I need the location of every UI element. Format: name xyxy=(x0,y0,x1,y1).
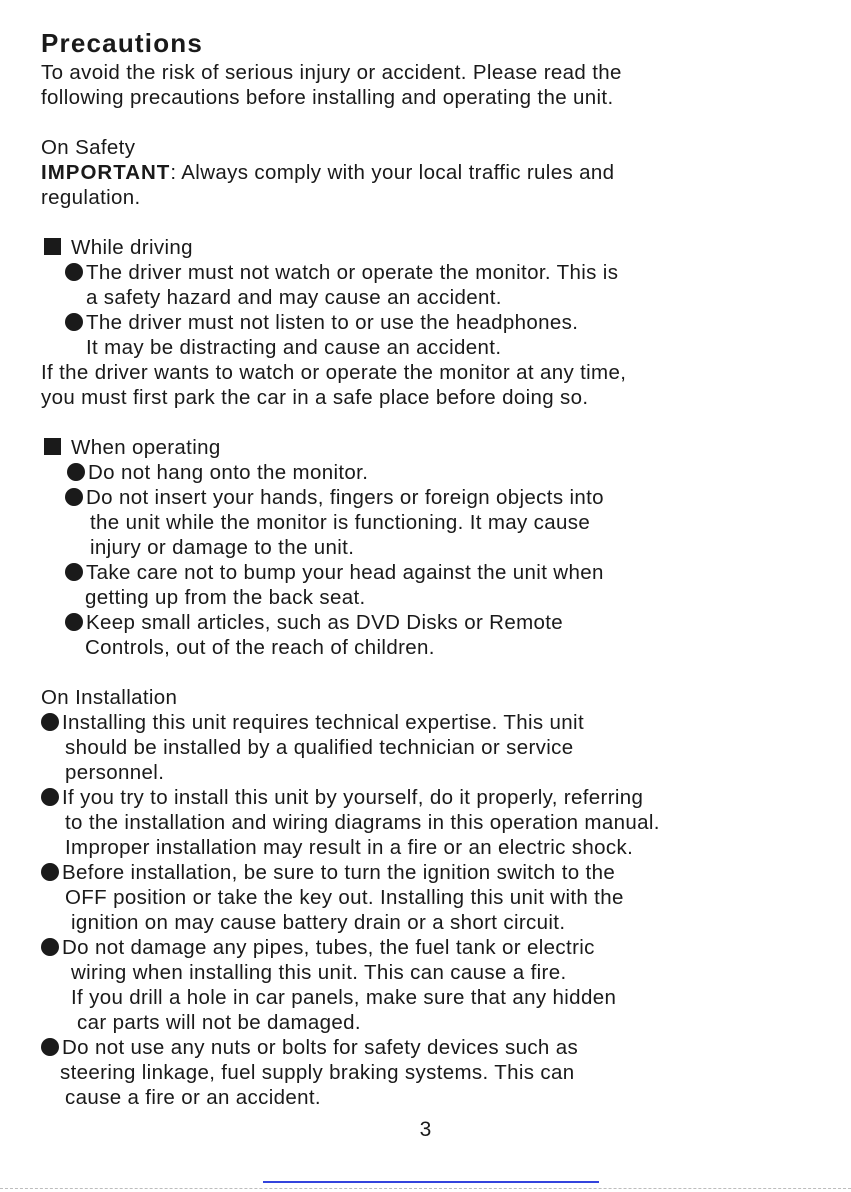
driving-note-line-2: you must first park the car in a safe place before doing so. xyxy=(41,386,589,409)
bullet-cont: cause a fire or an accident. xyxy=(65,1086,321,1109)
bullet-text: Installing this unit requires technical expertise. This unit xyxy=(62,711,584,734)
bullet-dot-icon xyxy=(41,788,59,806)
square-bullet-icon xyxy=(44,438,61,455)
bullet-cont: OFF position or take the key out. Installing this unit with the xyxy=(65,886,624,909)
bullet-item xyxy=(41,861,615,885)
bullet-item xyxy=(67,461,368,485)
bullet-text: Do not insert your hands, fingers or foreign objects into xyxy=(86,486,604,509)
bullet-item xyxy=(65,611,563,635)
bullet-cont: steering linkage, fuel supply braking systems. This can xyxy=(60,1061,575,1084)
bullet-text: The driver must not listen to or use the headphones. xyxy=(86,311,579,334)
bullet-item xyxy=(41,936,595,960)
bullet-dot-icon xyxy=(41,863,59,881)
bullet-item xyxy=(65,311,578,335)
subheading-label: When operating xyxy=(71,436,221,459)
bullet-cont: should be installed by a qualified technician or service xyxy=(65,736,574,759)
bullet-cont: Controls, out of the reach of children. xyxy=(85,636,435,659)
bullet-text: Do not damage any pipes, tubes, the fuel tank or electric xyxy=(62,936,595,959)
section-heading-safety: On Safety xyxy=(41,136,136,159)
bullet-item xyxy=(41,1036,578,1060)
bullet-cont: injury or damage to the unit. xyxy=(90,536,355,559)
bullet-dot-icon xyxy=(65,563,83,581)
important-label: IMPORTANT xyxy=(41,161,171,184)
bullet-text: Do not use any nuts or bolts for safety devices such as xyxy=(62,1036,579,1059)
important-text: : Always comply with your local traffic rules and xyxy=(170,161,615,184)
bullet-text: Keep small articles, such as DVD Disks or Remote xyxy=(86,611,564,634)
bottom-dashed-rule xyxy=(0,1188,851,1189)
section-heading-installation: On Installation xyxy=(41,686,178,709)
bullet-text: Before installation, be sure to turn the ignition switch to the xyxy=(62,861,616,884)
important-notice-cont: regulation. xyxy=(41,186,141,209)
important-notice xyxy=(41,161,614,185)
bullet-text: If you try to install this unit by yourself, do it properly, referring xyxy=(62,786,644,809)
bullet-item xyxy=(41,786,643,810)
bullet-item xyxy=(65,486,604,510)
bullet-cont: ignition on may cause battery drain or a short circuit. xyxy=(71,911,566,934)
page-title: Precautions xyxy=(41,28,204,58)
bullet-cont: Improper installation may result in a fire or an electric shock. xyxy=(65,836,634,859)
driving-note-line-1: If the driver wants to watch or operate the monitor at any time, xyxy=(41,361,627,384)
bullet-text: Take care not to bump your head against the unit when xyxy=(86,561,604,584)
bullet-text: The driver must not watch or operate the monitor. This is xyxy=(86,261,619,284)
bullet-cont: wiring when installing this unit. This can cause a fire. xyxy=(71,961,567,984)
bullet-cont: car parts will not be damaged. xyxy=(77,1011,361,1034)
bullet-item xyxy=(65,561,604,585)
bullet-dot-icon xyxy=(65,613,83,631)
bullet-cont: personnel. xyxy=(65,761,165,784)
subheading-while-driving xyxy=(44,236,193,260)
bullet-item xyxy=(65,261,618,285)
bullet-dot-icon xyxy=(41,1038,59,1056)
bullet-dot-icon xyxy=(67,463,85,481)
bullet-dot-icon xyxy=(65,263,83,281)
page-number: 3 xyxy=(419,1118,432,1141)
bullet-cont: to the installation and wiring diagrams in this operation manual. xyxy=(65,811,660,834)
bullet-dot-icon xyxy=(41,938,59,956)
intro-line-2: following precautions before installing and operating the unit. xyxy=(41,86,614,109)
square-bullet-icon xyxy=(44,238,61,255)
bullet-item xyxy=(41,711,584,735)
bullet-cont: the unit while the monitor is functioning. It may cause xyxy=(90,511,591,534)
bullet-dot-icon xyxy=(41,713,59,731)
subheading-when-operating xyxy=(44,436,221,460)
bullet-dot-icon xyxy=(65,488,83,506)
bullet-dot-icon xyxy=(65,313,83,331)
bullet-cont: a safety hazard and may cause an accident. xyxy=(86,286,502,309)
bottom-link-underline xyxy=(263,1181,599,1183)
bullet-cont: getting up from the back seat. xyxy=(85,586,366,609)
intro-line-1: To avoid the risk of serious injury or accident. Please read the xyxy=(41,61,622,84)
bullet-cont: If you drill a hole in car panels, make sure that any hidden xyxy=(71,986,617,1009)
bullet-text: Do not hang onto the monitor. xyxy=(88,461,369,484)
bullet-cont: It may be distracting and cause an accident. xyxy=(86,336,502,359)
subheading-label: While driving xyxy=(71,236,193,259)
